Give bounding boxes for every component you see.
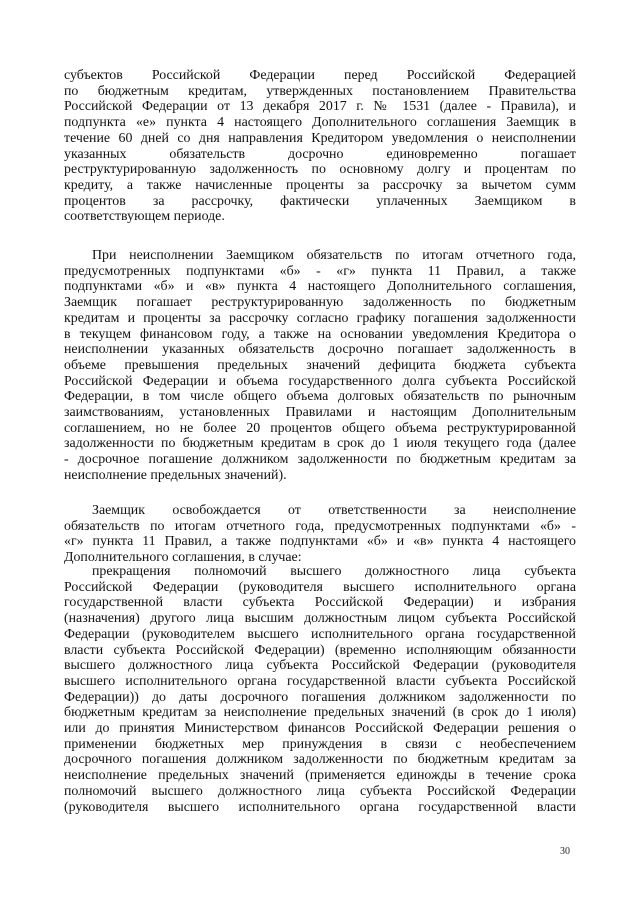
- text-line: неисполнение предельных значений).: [64, 467, 287, 483]
- text-line: течение 60 дней со дня направления Кредитором уведомления о неисполнении: [64, 130, 576, 146]
- text-line: кредитам и проценты за рассрочку согласно графику погашения задолженности: [64, 310, 576, 326]
- text-line: объеме превышения предельных значений дефицита бюджета субъекта: [64, 357, 576, 373]
- paragraph-1: [64, 68, 576, 225]
- text-line: процентов за рассрочку, фактически уплаченных Заемщиком в: [64, 193, 576, 209]
- text-line: Федерации)) до даты досрочного погашения должником задолженности по: [64, 689, 576, 705]
- text-line: высшего исполнительного органа государственной власти субъекта Российской: [64, 673, 576, 689]
- text-line: бюджетным кредитам за неисполнение предельных значений (в срок до 1 июля): [64, 705, 576, 721]
- text-line: Федерации (руководителем высшего исполнительного органа государственной: [64, 626, 576, 642]
- text-line: неисполнении указанных обязательств досрочно погашает задолженность в: [64, 342, 576, 358]
- text-line: субъектов Российской Федерации перед Российской Федерацией: [64, 68, 576, 83]
- text-line: соглашением, но не более 20 процентов общего объема реструктурированной: [64, 420, 576, 436]
- text-line: предусмотренных подпунктами «б» - «г» пункта 11 Правил, а также: [64, 263, 576, 279]
- text-line: или до принятия Министерством финансов Российской Федерации решения о: [64, 721, 576, 737]
- text-line: Российской Федерации и объема государственного долга субъекта Российской: [64, 373, 576, 389]
- text-line: государственной власти субъекта Российской Федерации) и избрания: [64, 595, 576, 611]
- text-line: (руководителя высшего исполнительного органа государственной власти: [64, 799, 576, 815]
- text-line: соответствующем периоде.: [64, 209, 225, 225]
- text-line: Российской Федерации (руководителя высшего исполнительного органа: [64, 579, 576, 595]
- text-line: прекращения полномочий высшего должностного лица субъекта: [92, 564, 576, 579]
- text-line: применении бюджетных мер принуждения в связи с необеспечением: [64, 736, 576, 752]
- text-line: власти субъекта Российской Федерации) (временно исполняющим обязанности: [64, 642, 576, 658]
- text-line: досрочного погашения должником задолженности по бюджетным кредитам за: [64, 752, 576, 768]
- text-line: При неисполнении Заемщиком обязательств по итогам отчетного года,: [92, 248, 576, 263]
- text-line: Дополнительного соглашения, в случае:: [64, 550, 302, 566]
- text-line: Федерации, в том числе общего объема долговых обязательств по рыночным: [64, 389, 576, 405]
- text-line: Российской Федерации от 13 декабря 2017 г. № 1531 (далее - Правила), и: [64, 99, 576, 115]
- text-line: реструктурированную задолженность по основному долгу и процентам по: [64, 162, 576, 178]
- text-line: в текущем финансовом году, а также на основании уведомления Кредитора о: [64, 326, 576, 342]
- text-line: высшего должностного лица субъекта Российской Федерации (руководителя: [64, 658, 576, 674]
- text-line: подпунктами «б» и «в» пункта 4 настоящего Дополнительного соглашения,: [64, 279, 576, 295]
- text-line: (назначения) другого лица высшим должностным лицом субъекта Российской: [64, 611, 576, 627]
- text-line: кредиту, а также начисленные проценты за рассрочку за вычетом сумм: [64, 177, 576, 193]
- text-line: «г» пункта 11 Правил, а также подпунктами «б» и «в» пункта 4 настоящего: [64, 534, 576, 550]
- text-line: заимствованиям, установленных Правилами и настоящим Дополнительным: [64, 405, 576, 421]
- text-line: по бюджетным кредитам, утвержденных постановлением Правительства: [64, 83, 576, 99]
- paragraph-2: [64, 248, 576, 484]
- text-line: обязательств по итогам отчетного года, предусмотренных подпунктами «б» -: [64, 518, 576, 534]
- text-line: неисполнение предельных значений (применяется единожды в течение срока: [64, 768, 576, 784]
- text-line: полномочий высшего должностного лица субъекта Российской Федерации: [64, 783, 576, 799]
- text-line: - досрочное погашение должником задолженности по бюджетным кредитам за: [64, 452, 576, 468]
- text-line: указанных обязательств досрочно единовременно погашает: [64, 146, 576, 162]
- page-number: 30: [560, 846, 570, 857]
- paragraph-4: [64, 564, 576, 815]
- text-line: Заемщик освобождается от ответственности за неисполнение: [92, 503, 576, 518]
- text-line: Заемщик погашает реструктурированную задолженность по бюджетным: [64, 295, 576, 311]
- paragraph-3: [64, 503, 576, 566]
- text-line: задолженности по бюджетным кредитам в срок до 1 июля текущего года (далее: [64, 436, 576, 452]
- text-line: подпункта «е» пункта 4 настоящего Дополнительного соглашения Заемщик в: [64, 115, 576, 131]
